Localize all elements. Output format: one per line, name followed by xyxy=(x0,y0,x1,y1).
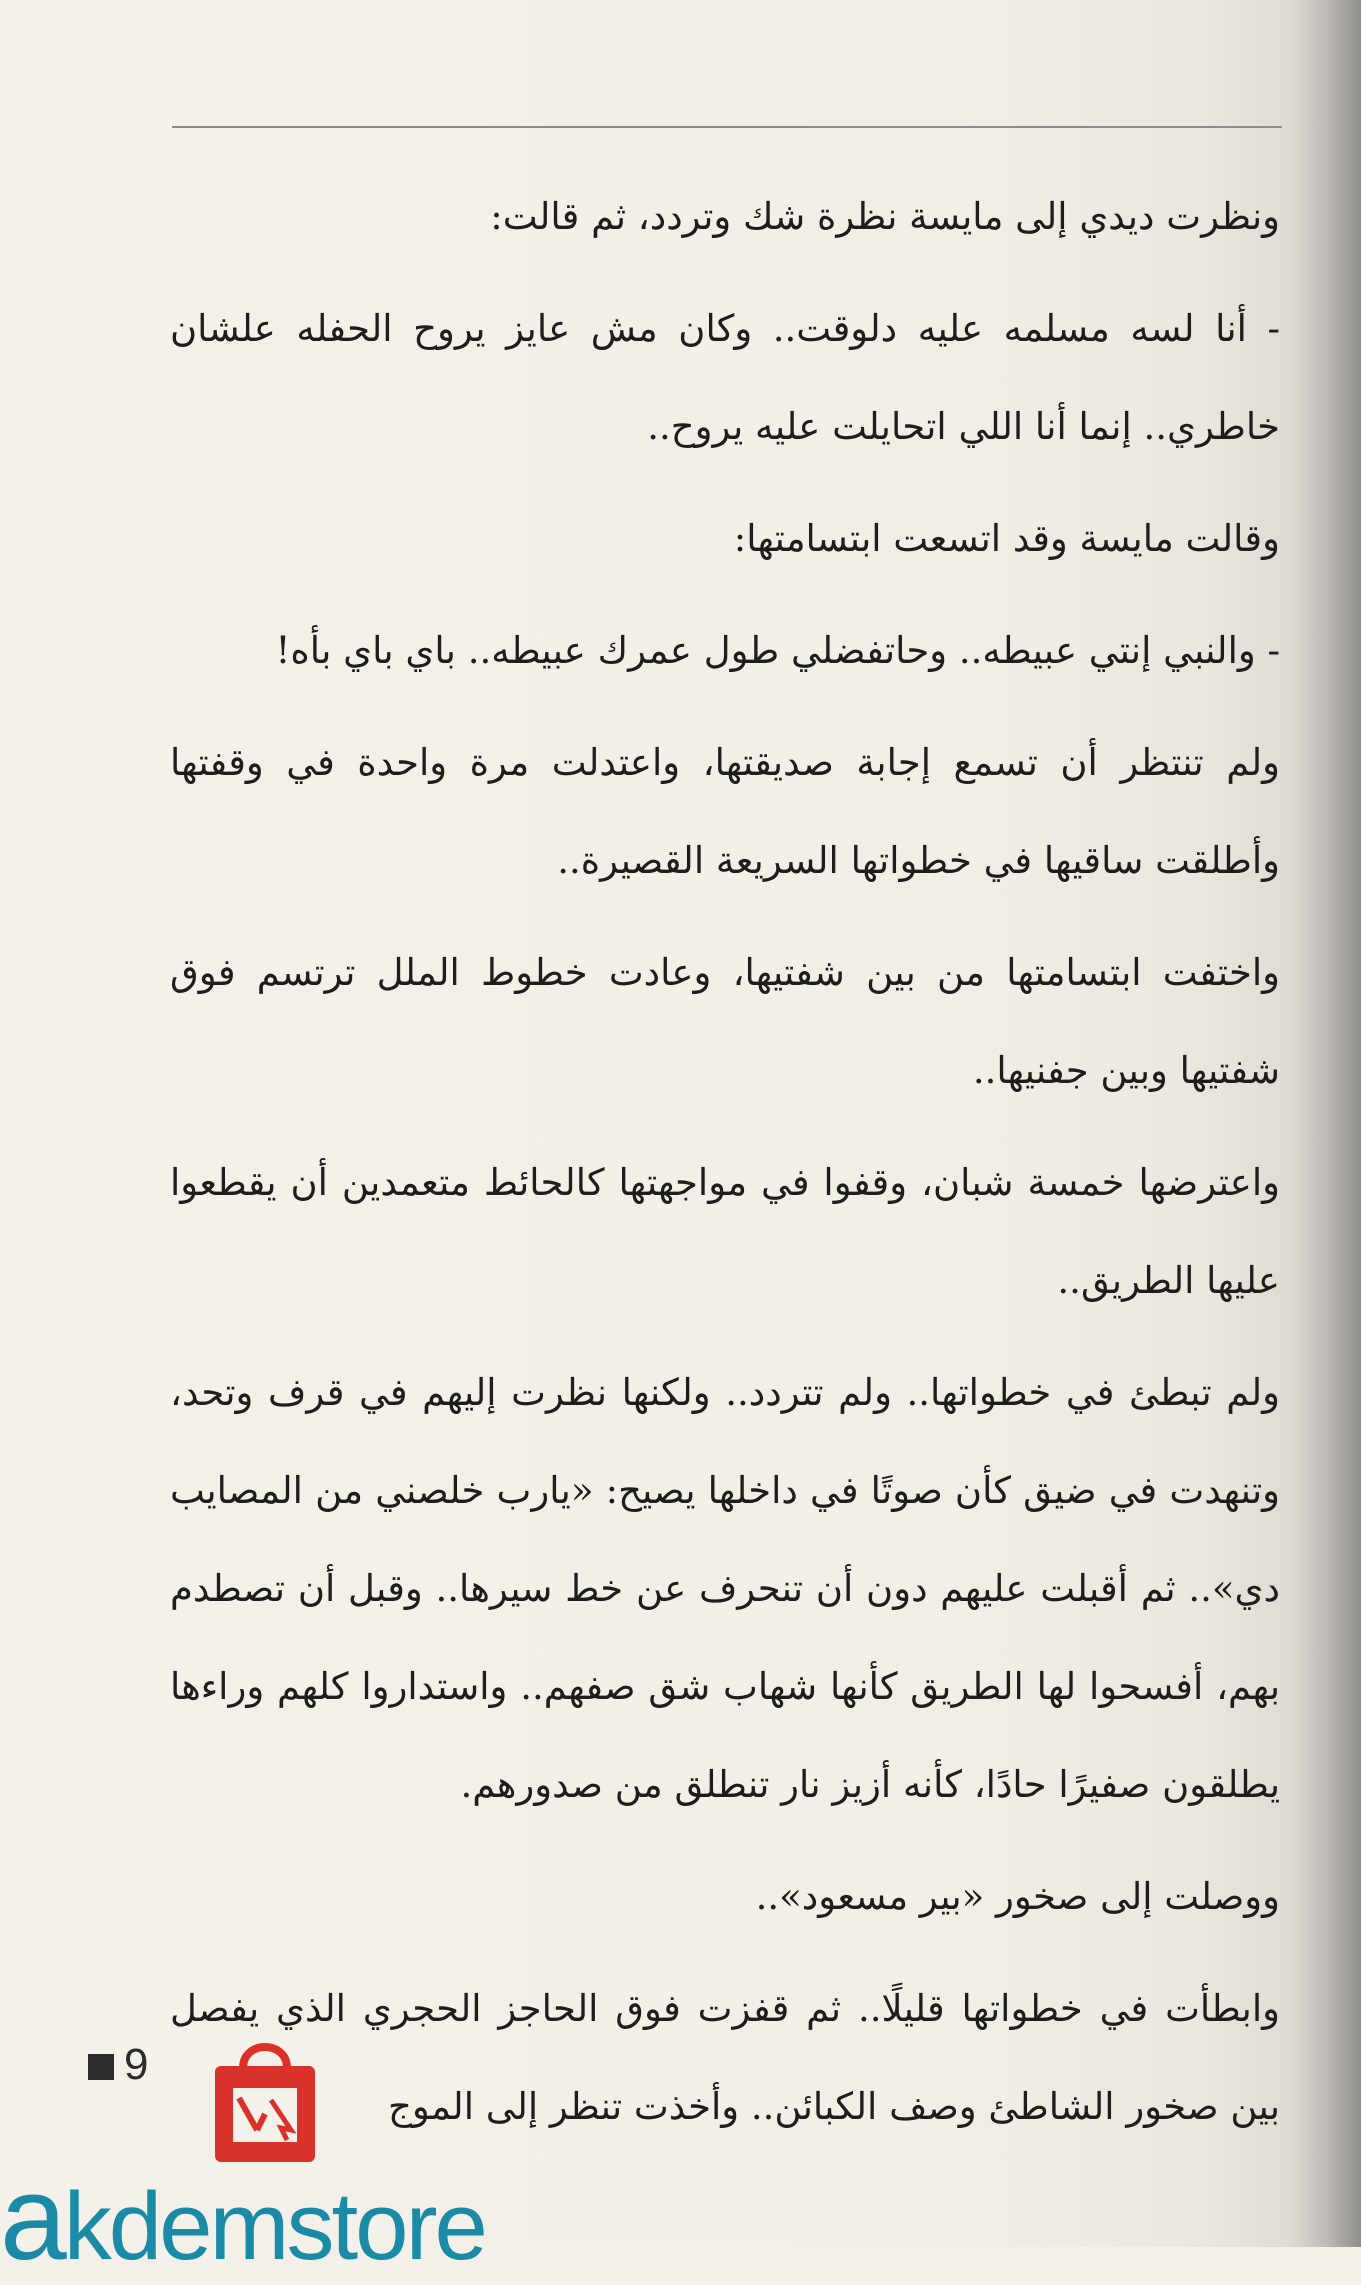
paragraph-7: واعترضها خمسة شبان، وقفوا في مواجهتها كالحائط متعمدين أن يقطعوا عليها الطريق.. xyxy=(170,1161,1280,1302)
paragraph-4: - والنبي إنتي عبيطه.. وحاتفضلي طول عمرك عبيطه.. باي باي بأه! xyxy=(275,629,1280,672)
page-marker-square-icon xyxy=(88,2054,114,2080)
paragraph-9: ووصلت إلى صخور «بير مسعود».. xyxy=(755,1875,1280,1918)
paragraph-5: ولم تنتظر أن تسمع إجابة صديقتها، واعتدلت مرة واحدة في وقفتها وأطلقت ساقيها في خطواتها السريعة القصيرة.. xyxy=(170,741,1280,882)
paragraph-6: واختفت ابتسامتها من بين شفتيها، وعادت خطوط الملل ترتسم فوق شفتيها وبين جفنيها.. xyxy=(170,951,1280,1092)
paragraph-10: وابطأت في خطواتها قليلًا.. ثم قفزت فوق الحاجز الحجري الذي يفصل بين صخور الشاطئ وصف الكبائن.. وأخذت تنظر إلى الموج xyxy=(170,1987,1280,2128)
header-rule xyxy=(172,126,1282,128)
spine-shadow xyxy=(1291,0,1361,2247)
watermark-brand-text: kdemstore xyxy=(63,2173,485,2280)
paragraph-8: ولم تبطئ في خطواتها.. ولم تتردد.. ولكنها نظرت إليهم في قرف وتحد، وتنهدت في ضيق كأن صوتًا في داخلها يصيح: «يارب خلصني من المصايب دي».. ثم أقبلت عليهم دون أن تنحرف عن خط سيرها.. وقبل أن تصطدم بهم، أفسحوا لها الطريق كأنها شهاب شق صفهم.. واستداروا كلهم وراءها يطلقون صفيرًا حادًا، كأنه أزيز نار تنطلق من صدورهم. xyxy=(170,1371,1280,1806)
paragraph-3: وقالت مايسة وقد اتسعت ابتسامتها: xyxy=(733,517,1280,560)
page-number xyxy=(88,2040,148,2090)
paragraph-2: - أنا لسه مسلمه عليه دلوقت.. وكان مش عايز يروح الحفله علشان خاطري.. إنما أنا اللي اتحايلت عليه يروح.. xyxy=(170,307,1280,448)
paragraph-1: ونظرت ديدي إلى مايسة نظرة شك وتردد، ثم قالت: xyxy=(490,195,1280,238)
akdemstore-watermark xyxy=(0,2151,485,2285)
shopping-bag-logo-icon xyxy=(205,2030,325,2170)
page-number-text: 9 xyxy=(124,2040,149,2089)
watermark-lead-letter: a xyxy=(0,2151,64,2285)
body-text xyxy=(170,168,1280,2170)
